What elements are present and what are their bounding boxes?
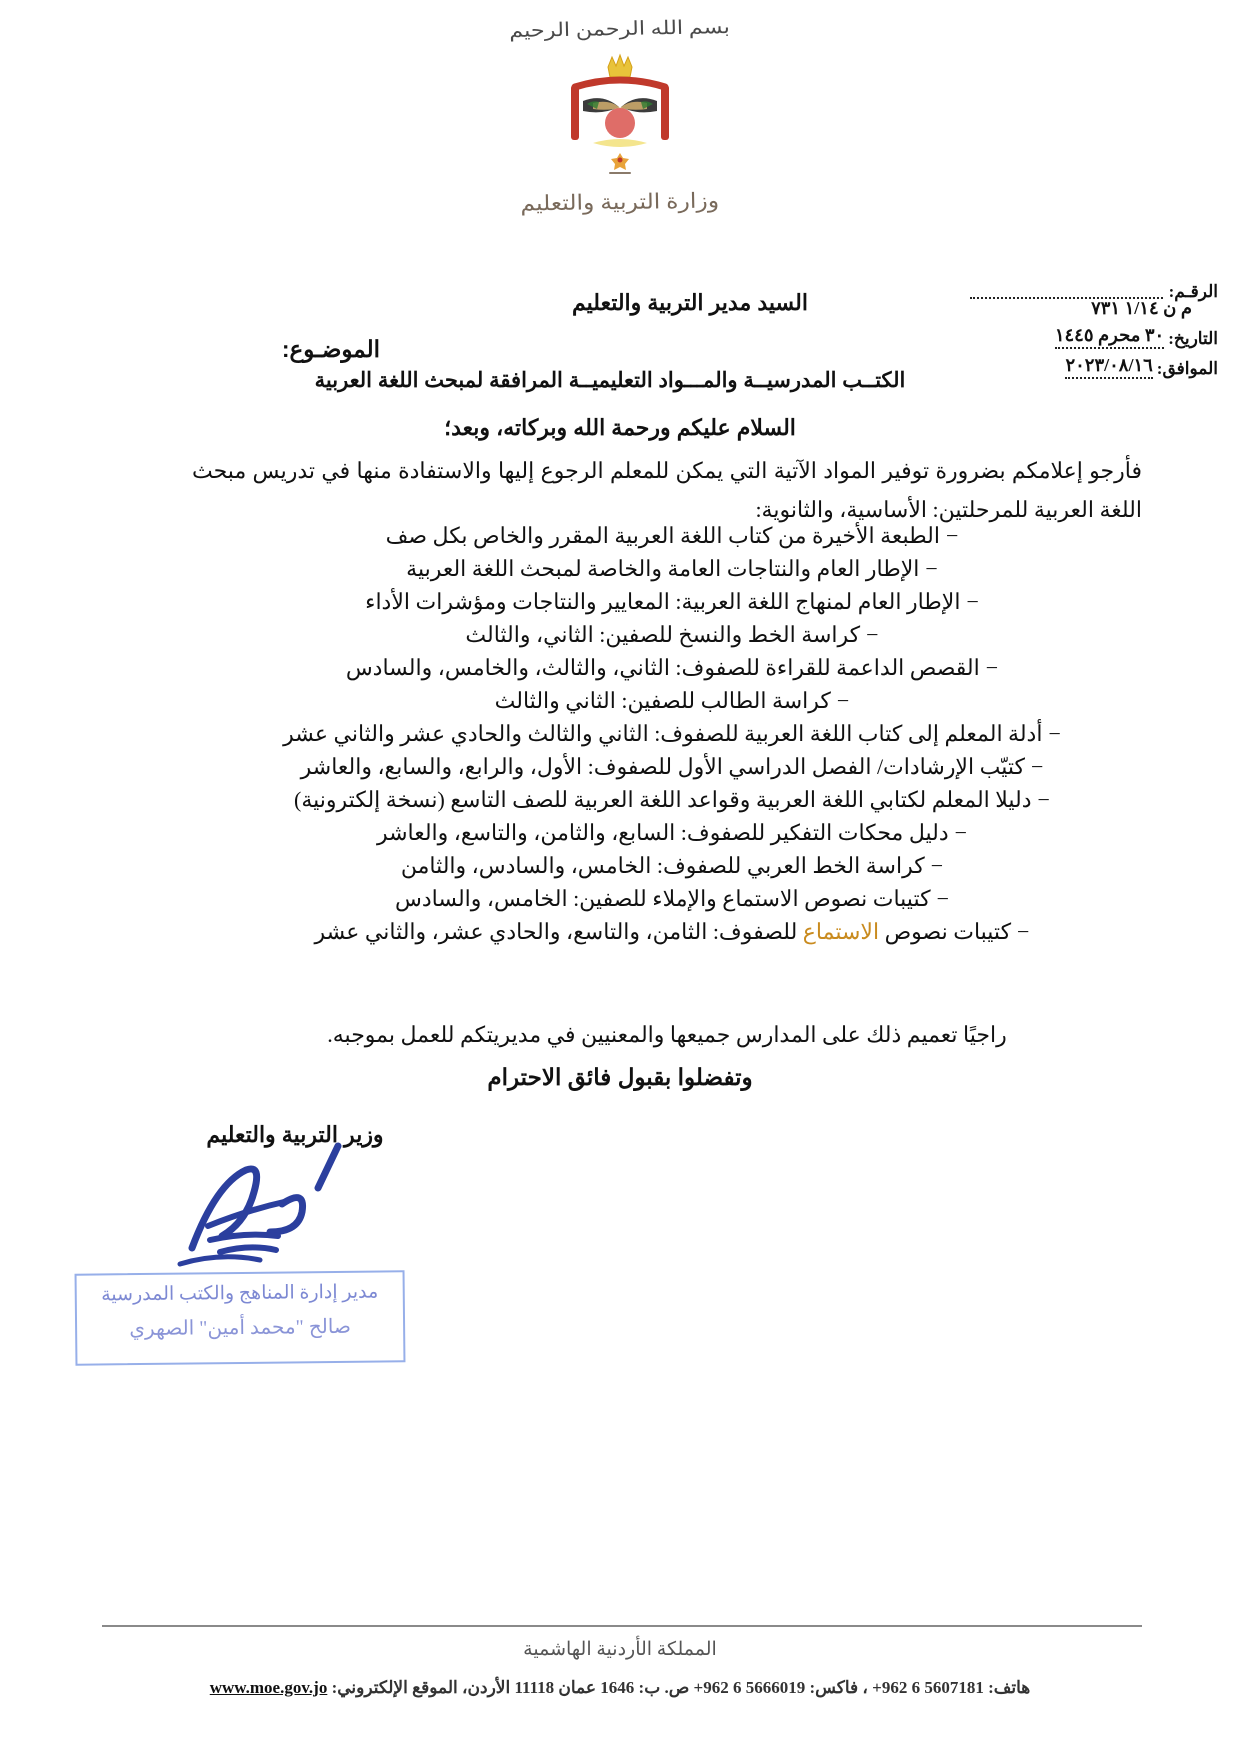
footer-contact-line bbox=[0, 1678, 1240, 1698]
signatory-title: وزير التربية والتعليم bbox=[206, 1122, 384, 1147]
footer-contact-text: هاتف: 5607181 6 962+ ، فاكس: 5666019 6 962+ ص. ب: 1646 عمان 11118 الأردن، الموقع الإلكتروني: bbox=[331, 1678, 1031, 1697]
list-dash: − bbox=[866, 622, 879, 647]
reference-number-label: الرقـم: bbox=[1168, 282, 1218, 301]
document-header bbox=[0, 18, 1240, 215]
list-dash: − bbox=[946, 523, 959, 548]
list-item-text: الإطار العام والنتاجات العامة والخاصة لمبحث اللغة العربية bbox=[406, 556, 920, 581]
list-item bbox=[192, 624, 1142, 646]
list-item bbox=[192, 558, 1142, 580]
footer-divider bbox=[102, 1625, 1142, 1627]
list-dash: − bbox=[1030, 754, 1044, 779]
list-item-text: الطبعة الأخيرة من كتاب اللغة العربية المقرر والخاص بكل صف bbox=[385, 523, 940, 548]
list-item-text: كتيبات نصوص الاستماع للصفوف: الثامن، والتاسع، والحادي عشر، والثاني عشر bbox=[314, 919, 1012, 944]
approval-stamp bbox=[75, 1270, 406, 1365]
footer-kingdom-name: المملكة الأردنية الهاشمية bbox=[523, 1639, 717, 1660]
list-item bbox=[192, 888, 1142, 910]
hijri-date-row bbox=[968, 325, 1218, 349]
list-dash: − bbox=[1017, 919, 1030, 944]
list-item bbox=[192, 789, 1142, 811]
list-item-text: أدلة المعلم إلى كتاب اللغة العربية للصفوف: الثاني والثالث والحادي عشر والثاني عشر bbox=[283, 721, 1043, 746]
stamp-name: صالح "محمد أمين" الصهري bbox=[129, 1315, 351, 1341]
gregorian-date-value: ٢٠٢٣/٠٨/١٦ bbox=[1065, 355, 1152, 379]
addressee-line: السيد مدير التربية والتعليم bbox=[572, 290, 808, 315]
list-dash: − bbox=[966, 589, 979, 614]
list-dash: − bbox=[936, 886, 949, 911]
list-item bbox=[192, 855, 1142, 877]
list-item-text: كراسة الخط العربي للصفوف: الخامس، والسادس، والثامن bbox=[400, 853, 925, 878]
hijri-date-value: ٣٠ محرم ١٤٤٥ bbox=[1055, 325, 1164, 349]
dotted-rule bbox=[970, 284, 1163, 299]
list-item-text: دليل محكات التفكير للصفوف: السابع، والثامن، والتاسع، والعاشر bbox=[376, 820, 949, 845]
list-dash: − bbox=[836, 688, 850, 713]
list-item-text: القصص الداعمة للقراءة للصفوف: الثاني، والثالث، والخامس، والسادس bbox=[345, 655, 980, 680]
list-item bbox=[192, 723, 1142, 745]
list-item bbox=[192, 525, 1142, 547]
list-dash: − bbox=[1037, 787, 1050, 812]
list-dash: − bbox=[954, 820, 968, 845]
subject-text: الكتــب المدرسيــة والمـــواد التعليميــة المرافقة لمبحث اللغة العربية bbox=[314, 369, 906, 392]
list-item bbox=[192, 756, 1142, 778]
body-paragraph: فأرجو إعلامكم بضرورة توفير المواد الآتية التي يمكن للمعلم الرجوع إليها والاستفادة منها في تدريس مبحث اللغة العربية للمرحلتين: الأساسية، والثانوية: bbox=[192, 458, 1142, 522]
highlighted-term: الاستماع bbox=[802, 919, 880, 944]
ministry-name-calligraphy: وزارة التربية والتعليم bbox=[520, 188, 720, 216]
reference-number-value: م ن ١/١٤ ٧٣١ bbox=[1091, 298, 1192, 318]
list-item bbox=[192, 690, 1142, 712]
list-item-text: الإطار العام لمنهاج اللغة العربية: المعايير والنتاجات ومؤشرات الأداء bbox=[365, 589, 961, 614]
handwritten-signature bbox=[150, 1140, 380, 1270]
greeting-line: السلام عليكم ورحمة الله وبركاته، وبعد؛ bbox=[444, 415, 796, 440]
ministry-website-link[interactable]: www.moe.gov.jo bbox=[209, 1678, 328, 1697]
list-item-text: كراسة الخط والنسخ للصفين: الثاني، والثالث bbox=[465, 622, 861, 647]
list-dash: − bbox=[930, 853, 944, 878]
closing-paragraph: راجيًا تعميم ذلك على المدارس جميعها والمعنيين في مديريتكم للعمل بموجبه. bbox=[327, 1022, 1007, 1047]
subject-label: الموضـوع: bbox=[281, 336, 380, 362]
list-item bbox=[192, 591, 1142, 613]
list-item-text: دليلا المعلم لكتابي اللغة العربية وقواعد اللغة العربية للصف التاسع (نسخة إلكترونية) bbox=[294, 787, 1032, 812]
list-item-text: كتيّب الإرشادات/ الفصل الدراسي الأول للصفوف: الأول، والرابع، والسابع، والعاشر bbox=[300, 754, 1025, 779]
regards-line: وتفضلوا بقبول فائق الاحترام bbox=[487, 1064, 753, 1090]
list-dash: − bbox=[985, 655, 999, 680]
hijri-date-label: التاريخ: bbox=[1168, 329, 1218, 348]
basmala-calligraphy: بسم الله الرحمن الرحيم bbox=[509, 17, 731, 42]
jordan-coat-of-arms-emblem bbox=[535, 51, 705, 186]
gregorian-date-label: الموافق: bbox=[1156, 359, 1218, 378]
list-dash: − bbox=[925, 556, 938, 581]
list-item-text: كراسة الطالب للصفين: الثاني والثالث bbox=[494, 688, 831, 713]
list-item-text: كتيبات نصوص الاستماع والإملاء للصفين: الخامس، والسادس bbox=[395, 886, 931, 911]
list-item bbox=[192, 657, 1142, 679]
list-dash: − bbox=[1048, 721, 1061, 746]
materials-list bbox=[192, 525, 1142, 954]
stamp-title: مدير إدارة المناهج والكتب المدرسية bbox=[101, 1281, 379, 1306]
list-item bbox=[192, 921, 1142, 943]
list-item bbox=[192, 822, 1142, 844]
reference-number-value-row bbox=[968, 298, 1218, 319]
